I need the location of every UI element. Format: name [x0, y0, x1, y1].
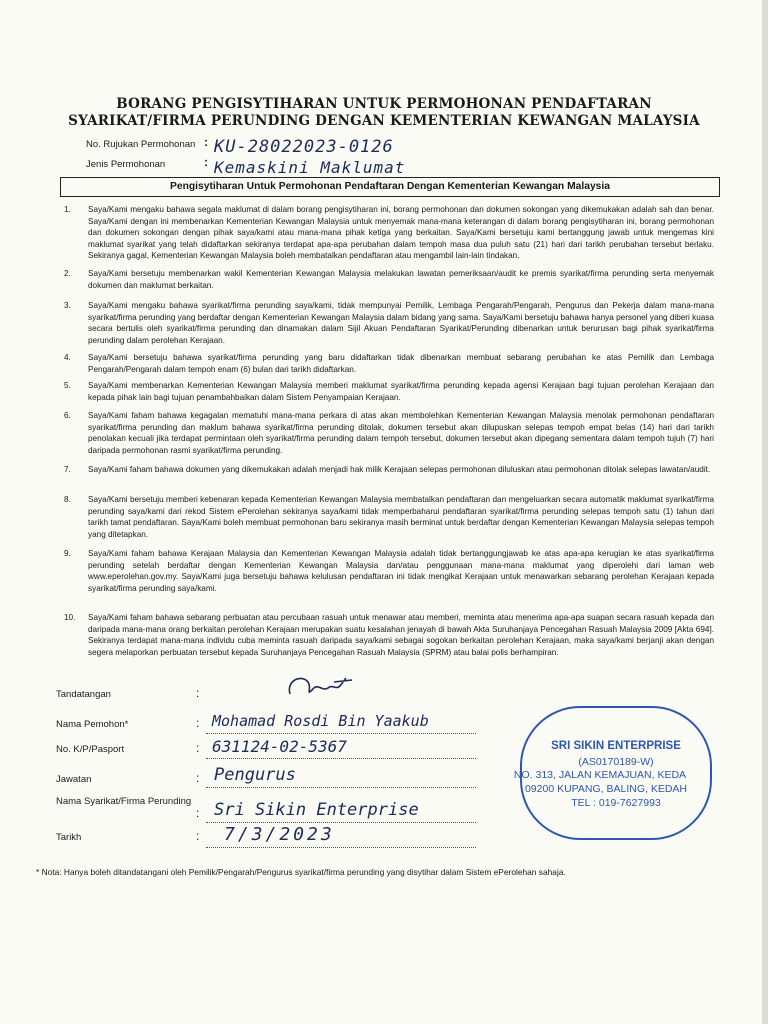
clause-number: 8. [64, 495, 71, 504]
ref-no-value: KU-28022023-0126 [214, 137, 394, 157]
company-stamp [513, 706, 712, 840]
date-label: Tarikh [56, 832, 82, 843]
ic-underline [206, 758, 476, 759]
clause-text: Saya/Kami mengaku bahawa segala maklumat di dalam borang pengisytiharan ini, borang permohonan dan dokumen sokongan yang dikemukakan adalah sah dan benar. Saya/Kami dengan ini membenarkan Kementerian Kewangan Malaysia untuk menyemak mana-mana keterangan di dalam borang pengisytiharan ini, borang permohonan dan dokumen sokongan dengan pihak saya/kami atau mana-mana pihak ketiga yang berkaitan. Saya/Kami bersetuju kami bertanggung jawab untuk mengemas kini maklumat syarikat yang telah didaftarkan sekiranya terdapat apa-apa perubahan dalam tempoh masa dua puluh satu (21) hari dari tarikh perubahan tersebut berlaku. Sekiranya gagal, Kementerian Kewangan Malaysia boleh membatalkan pendaftaran atau mengambil lain-lain tindakan. [88, 205, 714, 261]
stamp-registration-no: (AS0170189-W) [578, 756, 654, 768]
clause-text: Saya/Kami faham bahawa kegagalan mematuhi mana-mana perkara di atas akan membolehkan Kementerian Kewangan Malaysia menolak permohonan pendaftaran syarikat/firma perunding dan maklum bahawa syarikat/firma perunding ditolak, dokumen tersebut akan dilupuskan selepas tempoh empat belas (14) hari dari tarikh penolakan kecuali jika terdapat permintaan oleh syarikat/firma perunding dalam tempoh tersebut, dokumen tersebut akan dipegang sementara dalam tempoh tujuh (7) hari daripada permohonan rasmi syarikat/firma perunding. [88, 411, 714, 455]
stamp-address-line1: NO. 313, JALAN KEMAJUAN, KEDA [513, 769, 687, 781]
ref-no-label: No. Rujukan Permohonan [86, 139, 196, 150]
declaration-heading: Pengisytiharan Untuk Permohonan Pendaftaran Dengan Kementerian Kewangan Malaysia [60, 177, 720, 197]
clause-number: 9. [64, 549, 71, 558]
clause-number: 3. [64, 301, 71, 310]
company-name-value: Sri Sikin Enterprise [214, 800, 419, 820]
clause-text: Saya/Kami faham bahawa sebarang perbuatan atau percubaan rasuah untuk menawar atau memberi, meminta atau menerima apa-apa suapan secara rasuah kepada dan daripada mana-mana orang berkaitan perolehan Kerajaan merupakan suatu kesalahan jenayah di bawah Akta Suruhanjaya Pencegahan Rasuah Malaysia 2009 [Akta 694]. Sekiranya terdapat mana-mana individu cuba meminta rasuah daripada saya/kami sebagai sogokan berkaitan perolehan Kerajaan, maka saya/kami berjanji akan dengan segera melaporkan perbuatan tersebut kepada Suruhanjaya Pencegahan Rasuah Malaysia (SPRM) atau balai polis berhampiran. [88, 613, 714, 657]
stamp-address-line2: 09200 KUPANG, BALING, KEDAH [524, 783, 688, 795]
signature-label: Tandatangan [56, 689, 111, 700]
company-name-label: Nama Syarikat/Firma Perunding [56, 796, 192, 807]
application-type-colon: : [204, 155, 208, 169]
applicant-name-label: Nama Pemohon* [56, 719, 129, 730]
position-label: Jawatan [56, 774, 92, 785]
clause-text: Saya/Kami membenarkan Kementerian Kewangan Malaysia memberi maklumat syarikat/firma perunding kepada agensi Kerajaan bagi tujuan perolehan Kerajaan dan kepada pihak lain bagi tujuan penambahbaikan dalam Sistem Penyampaian Kerajaan. [88, 381, 714, 402]
date-underline [206, 847, 476, 848]
clause-number: 6. [64, 411, 71, 420]
position-colon: : [196, 771, 200, 785]
applicant-name-colon: : [196, 716, 200, 730]
applicant-name-value: Mohamad Rosdi Bin Yaakub [212, 712, 429, 730]
ic-number-label: No. K/P/Pasport [56, 744, 125, 755]
stamp-company-name: SRI SIKIN ENTERPRISE [551, 740, 681, 752]
application-type-label: Jenis Permohonan [86, 159, 166, 170]
application-type-value: Kemaskini Maklumat [214, 158, 406, 177]
clause-number: 1. [64, 205, 71, 214]
clause-number: 10. [64, 613, 76, 622]
signature-colon: : [196, 686, 200, 700]
clause-number: 5. [64, 381, 71, 390]
company-underline [206, 822, 476, 823]
footnote: * Nota: Hanya boleh ditandatangani oleh Pemilik/Pengarah/Pengurus syarikat/firma perunding yang disytihar dalam Sistem ePerolehan sahaja. [36, 867, 566, 877]
clause-text: Saya/Kami faham bahawa Kerajaan Malaysia dan Kementerian Kewangan Malaysia adalah tidak bertanggungjawab ke atas apa-apa kerugian ke atas syarikat/firma perunding setelah berdaftar dengan Kementerian Kewangan Malaysia dan/atau penggunaan mana-mana maklumat yang diperolehi dari laman web www.eperolehan.gov.my. Saya/Kami juga bersetuju bahawa kelulusan pendaftaran ini tidak mengikat Kerajaan untuk menawarkan sebarang perolehan Kerajaan kepada syarikat/firma perunding saya/kami. [88, 549, 714, 593]
ic-number-value: 631124-02-5367 [212, 737, 347, 756]
stamp-telephone: TEL : 019-7627993 [571, 797, 661, 809]
signature-scribble [282, 668, 362, 704]
date-value: 7/3/2023 [224, 824, 335, 845]
ref-no-colon: : [204, 135, 208, 149]
clause-number: 4. [64, 353, 71, 362]
company-name-colon: : [196, 806, 200, 820]
form-title-line2: SYARIKAT/FIRMA PERUNDING DENGAN KEMENTERIAN KEWANGAN MALAYSIA [68, 113, 700, 129]
clause-text: Saya/Kami faham bahawa dokumen yang dikemukakan adalah menjadi hak milik Kerajaan selepas permohonan diluluskan atau permohonan ditolak selepas lawatan/audit. [88, 465, 711, 474]
name-underline [206, 733, 476, 734]
clause-text: Saya/Kami mengaku bahawa syarikat/firma perunding saya/kami, tidak mempunyai Pemilik, Lembaga Pengarah/Pengarah, Pengurus dan Pekerja dalam mana-mana syarikat/firma perunding yang berdaftar dengan Kementerian Kewangan Malaysia dalam bidang yang sama. Saya/Kami bersetuju bahawa hanya personel yang diberi kuasa secara bertulis oleh syarikat/firma perunding dan dinamakan dalam Sijil Akuan Pendaftaran Syarikat/Perunding dibenarkan untuk berurusan bagi pihak syarikat/firma perunding dalam perolehan Kerajaan. [88, 301, 714, 345]
clause-number: 7. [64, 465, 71, 474]
clause-number: 2. [64, 269, 71, 278]
form-title-line1: BORANG PENGISYTIHARAN UNTUK PERMOHONAN PENDAFTARAN [116, 96, 652, 112]
position-value: Pengurus [214, 765, 296, 785]
clause-text: Saya/Kami bersetuju membenarkan wakil Kementerian Kewangan Malaysia melakukan lawatan pemeriksaan/audit ke premis syarikat/firma perunding serta menyemak dokumen dan maklumat berkaitan. [88, 269, 714, 290]
clause-text: Saya/Kami bersetuju memberi kebenaran kepada Kementerian Kewangan Malaysia membatalkan pendaftaran dan mengeluarkan secara automatik maklumat syarikat/firma perunding saya/kami dari rekod Sistem ePerolehan sekiranya saya/kami tidak memperbaharui pendaftaran syarikat/firma perunding selepas tempoh satu (1) tahun dari tarikh tamat pendaftaran. Saya/Kami boleh membuat permohonan baru sekiranya masih berminat untuk berdaftar dengan Kementerian Kewangan Malaysia selepas tempoh yang ditetapkan. [88, 495, 714, 539]
ic-number-colon: : [196, 741, 200, 755]
clause-text: Saya/Kami bersetuju bahawa syarikat/firma perunding yang baru didaftarkan tidak dibenarkan membuat sebarang perubahan ke atas Pemilik dan Lembaga Pengarah/Pengarah dalam tempoh enam (6) bulan dari tarikh didaftarkan. [88, 353, 714, 374]
page-edge [762, 0, 768, 1024]
position-underline [206, 787, 476, 788]
date-colon: : [196, 829, 200, 843]
